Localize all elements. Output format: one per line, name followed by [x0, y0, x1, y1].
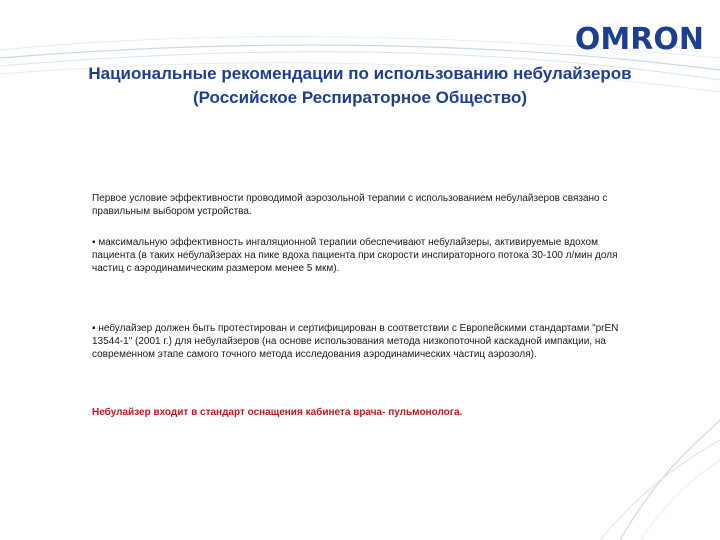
title-line-1: Национальные рекомендации по использованию небулайзеров	[88, 64, 632, 83]
paragraph-bullet-1-text: ▪ максимальную эффективность ингаляционной терапии обеспечивают небулайзеры, активируемые вдохом пациента (в таких небулайзерах на пике вдоха пациента при скорости инспираторного потока 30-100 л/мин доля частиц с аэродинамическим размером менее 5 мкм).	[92, 237, 618, 274]
highlight-note-text: Небулайзер входит в стандарт оснащения кабинета врача- пульмонолога.	[92, 407, 463, 418]
paragraph-intro	[92, 192, 632, 218]
paragraph-intro-text: Первое условие эффективности проводимой аэрозольной терапии с использованием небулайзеров связано с правильным выбором устройства.	[92, 193, 608, 217]
omron-logo: OMRON	[574, 22, 704, 57]
highlight-note	[92, 406, 632, 419]
paragraph-bullet-2	[92, 322, 632, 361]
page-title	[0, 62, 720, 110]
title-line-2: (Российское Респираторное Общество)	[192, 88, 528, 107]
paragraph-bullet-2-text: ▪ небулайзер должен быть протестирован и сертифицирован в соответствии с Европейскими стандартами "prEN 13544-1" (2001 г.) для небулайзеров (на основе использования метода низкопоточной каскадной импакции, на современном этапе самого точного метода исследования аэродинамических частиц аэрозоля).	[92, 323, 619, 360]
paragraph-bullet-1	[92, 236, 632, 275]
